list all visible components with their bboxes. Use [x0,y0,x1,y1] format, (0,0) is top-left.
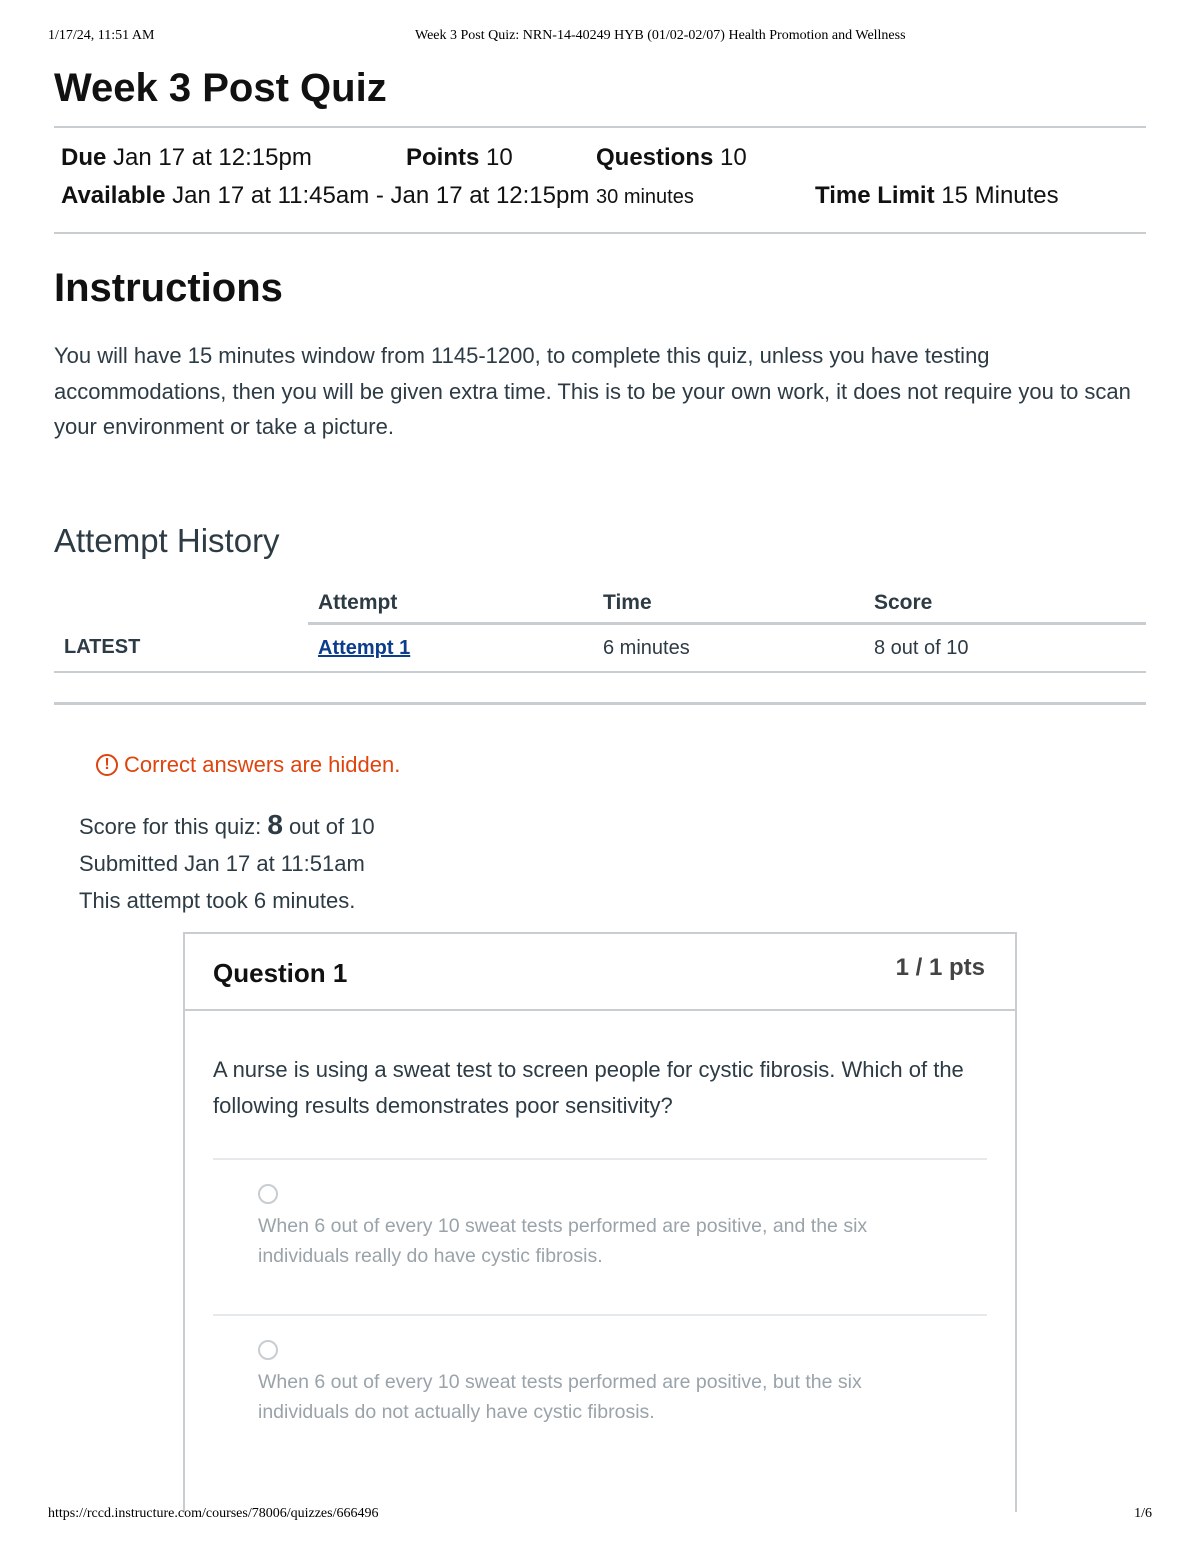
radio-button[interactable] [258,1184,278,1204]
instructions-text: You will have 15 minutes window from 1145-1200, to complete this quiz, unless you have testing accommodations, then you will be given extra time. This is to be your own work, it does not require you to scan your environment or take a picture. [54,343,1131,439]
points-label: Points [406,144,480,171]
radio-button[interactable] [258,1340,278,1360]
table-row [54,624,1146,673]
divider [54,232,1146,234]
score-prefix: Score for this quiz: [79,814,262,839]
quiz-score [79,806,375,845]
page-title: Week 3 Post Quiz [54,66,387,110]
available-label: Available [61,182,166,209]
attempt-history-table [54,584,1146,673]
questions-label: Questions [596,144,714,171]
table-header-score: Score [864,584,1146,624]
divider [54,126,1146,128]
attempt-time: 6 minutes [593,624,864,673]
attempt-cell [308,624,593,673]
time-limit-label: Time Limit [815,182,935,209]
submitted-time: Submitted Jan 17 at 11:51am [79,851,365,876]
questions-value: 10 [720,144,747,171]
due-label: Due [61,144,107,171]
attempt-duration: This attempt took 6 minutes. [79,888,356,913]
score-value: 8 [267,809,283,840]
table-header-status [54,584,308,624]
score-suffix: out of 10 [289,814,375,839]
warning-icon: ! [96,754,118,776]
hidden-note-text: Correct answers are hidden. [124,752,401,777]
quiz-content [54,62,1146,913]
attempt-score: 8 out of 10 [864,624,1146,673]
time-limit-detail [815,182,1059,210]
answer-option[interactable] [213,1158,987,1316]
correct-answers-hidden-notice [96,752,400,778]
question-title: Question 1 [213,958,348,988]
table-header-row [54,584,1146,624]
due-value: Jan 17 at 12:15pm [113,144,312,171]
instructions-heading: Instructions [54,266,283,310]
available-value: Jan 17 at 11:45am - Jan 17 at 12:15pm [172,182,590,209]
attempt-status: LATEST [54,624,308,673]
question-text: A nurse is using a sweat test to screen people for cystic fibrosis. Which of the following results demonstrates poor sensitivity? [213,1057,964,1118]
attempt-history-heading: Attempt History [54,522,280,559]
print-url: https://rccd.instructure.com/courses/78006/quizzes/666496 [48,1506,379,1521]
print-page-number: 1/6 [1134,1506,1152,1521]
score-summary [79,806,375,919]
time-limit-value: 15 Minutes [941,182,1059,209]
available-detail [61,182,694,210]
question-header [185,934,1015,1011]
print-date: 1/17/24, 11:51 AM [48,28,155,43]
question-points: 1 / 1 pts [895,954,985,981]
questions-detail [596,144,747,172]
points-detail [406,144,513,172]
table-header-time: Time [593,584,864,624]
points-value: 10 [486,144,513,171]
answer-text: When 6 out of every 10 sweat tests performed are positive, but the six individuals do not actually have cystic fibrosis. [258,1371,862,1423]
available-duration: 30 minutes [596,186,694,208]
table-header-attempt: Attempt [308,584,593,624]
attempt-1-link[interactable]: Attempt 1 [318,636,411,659]
answer-text: When 6 out of every 10 sweat tests performed are positive, and the six individuals really do have cystic fibrosis. [258,1215,868,1267]
divider [54,702,1146,705]
due-detail [61,144,312,172]
print-page-title: Week 3 Post Quiz: NRN-14-40249 HYB (01/02-02/07) Health Promotion and Wellness [415,28,906,43]
question-1-card [183,932,1017,1512]
answer-option[interactable] [213,1314,987,1472]
